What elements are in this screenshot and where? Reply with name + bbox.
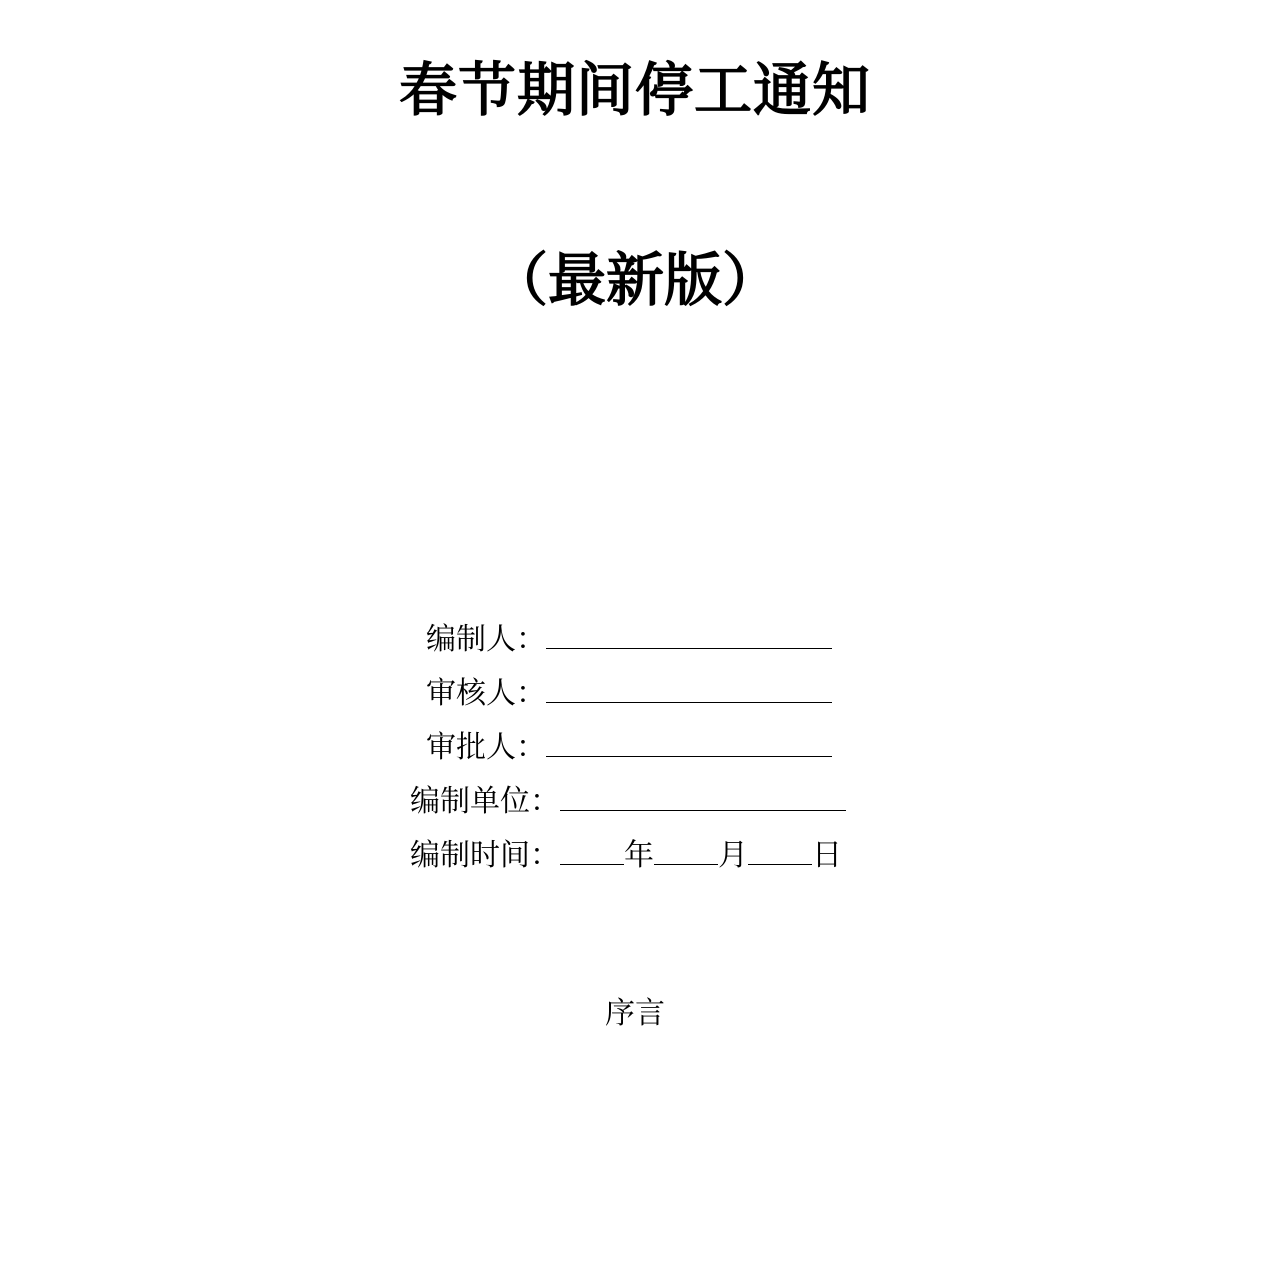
day-blank-line[interactable] <box>748 834 812 865</box>
preface-heading: 序言 <box>605 996 665 1031</box>
approver-blank-line[interactable] <box>546 726 832 757</box>
month-blank-line[interactable] <box>654 834 718 865</box>
month-label: 月 <box>718 838 748 873</box>
year-blank-line[interactable] <box>560 834 624 865</box>
unit-blank-line[interactable] <box>560 780 846 811</box>
reviewer-field <box>426 672 832 714</box>
reviewer-label: 审核人： <box>426 676 546 711</box>
approver-label: 审批人： <box>426 730 546 765</box>
document-subtitle: （最新版） <box>489 246 780 314</box>
time-field <box>410 834 842 876</box>
unit-field <box>410 780 846 822</box>
day-label: 日 <box>812 838 842 873</box>
document-title: 春节期间停工通知 <box>398 56 871 124</box>
compiler-label: 编制人： <box>426 622 546 657</box>
time-label: 编制时间： <box>410 838 560 873</box>
compiler-field <box>426 618 832 660</box>
unit-label: 编制单位： <box>410 784 560 819</box>
year-label: 年 <box>624 838 654 873</box>
compiler-blank-line[interactable] <box>546 618 832 649</box>
reviewer-blank-line[interactable] <box>546 672 832 703</box>
approver-field <box>426 726 832 768</box>
